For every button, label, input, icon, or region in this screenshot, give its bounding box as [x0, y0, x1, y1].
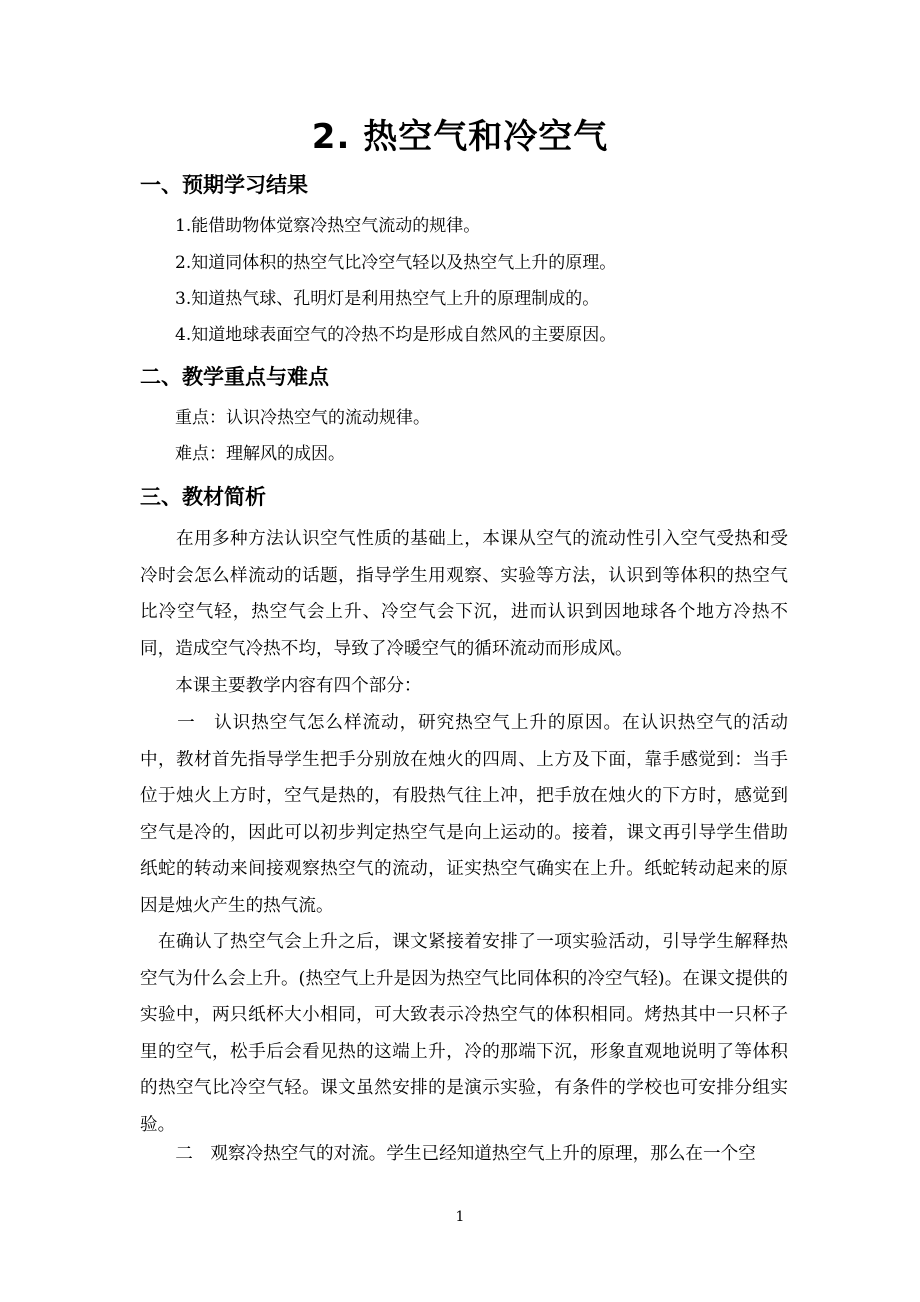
body-paragraph: 在确认了热空气会上升之后，课文紧接着安排了一项实验活动，引导学生解释热空气为什么会上升。(热空气上升是因为热空气比同体积的冷空气轻)。在课文提供的实验中，两只纸杯大小相同，可大致表示冷热空气的体积相同。烤热其中一只杯子里的空气，松手后会看见热的这端上升，冷的那端下沉，形象直观地说明了等体积的热空气比冷空气轻。课文虽然安排的是演示实验，有条件的学校也可安排分组实验。: [140, 932, 788, 1135]
list-item: 3.知道热气球、孔明灯是利用热空气上升的原理制成的。: [175, 289, 600, 309]
list-item: 2.知道同体积的热空气比冷空气轻以及热空气上升的原理。: [175, 253, 617, 273]
section-heading-expected-results: 一、预期学习结果: [140, 173, 308, 197]
section-heading-key-points: 二、教学重点与难点: [140, 365, 329, 389]
list-item: 4.知道地球表面空气的冷热不均是形成自然风的主要原因。: [175, 325, 617, 345]
list-item: 1.能借助物体觉察冷热空气流动的规律。: [175, 216, 481, 236]
body-paragraph: 一 认识热空气怎么样流动，研究热空气上升的原因。在认识热空气的活动中，教材首先指导学生把手分别放在烛火的四周、上方及下面，靠手感觉到：当手位于烛火上方时，空气是热的，有股热气往上冲，把手放在烛火的下方时，感觉到空气是冷的，因此可以初步判定热空气是向上运动的。接着，课文再引导学生借助纸蛇的转动来间接观察热空气的流动，证实热空气确实在上升。纸蛇转动起来的原因是烛火产生的热气流。: [140, 713, 788, 916]
body-paragraph: 二 观察冷热空气的对流。学生已经知道热空气上升的原理，那么在一个空: [140, 1144, 756, 1164]
page-title: 2. 热空气和冷空气: [311, 117, 609, 157]
key-point: 重点：认识冷热空气的流动规律。: [175, 408, 430, 428]
body-paragraph: 本课主要教学内容有四个部分：: [140, 676, 422, 696]
body-paragraph: 在用多种方法认识空气性质的基础上，本课从空气的流动性引入空气受热和受冷时会怎么样流动的话题，指导学生用观察、实验等方法，认识到等体积的热空气比冷空气轻，热空气会上升、冷空气会下沉，进而认识到因地球各个地方冷热不同，造成空气冷热不均，导致了冷暖空气的循环流动而形成风。: [140, 529, 788, 659]
difficult-point: 难点：理解风的成因。: [175, 444, 345, 464]
section-heading-material-analysis: 三、教材简析: [140, 485, 266, 509]
page-number: 1: [455, 1209, 465, 1225]
